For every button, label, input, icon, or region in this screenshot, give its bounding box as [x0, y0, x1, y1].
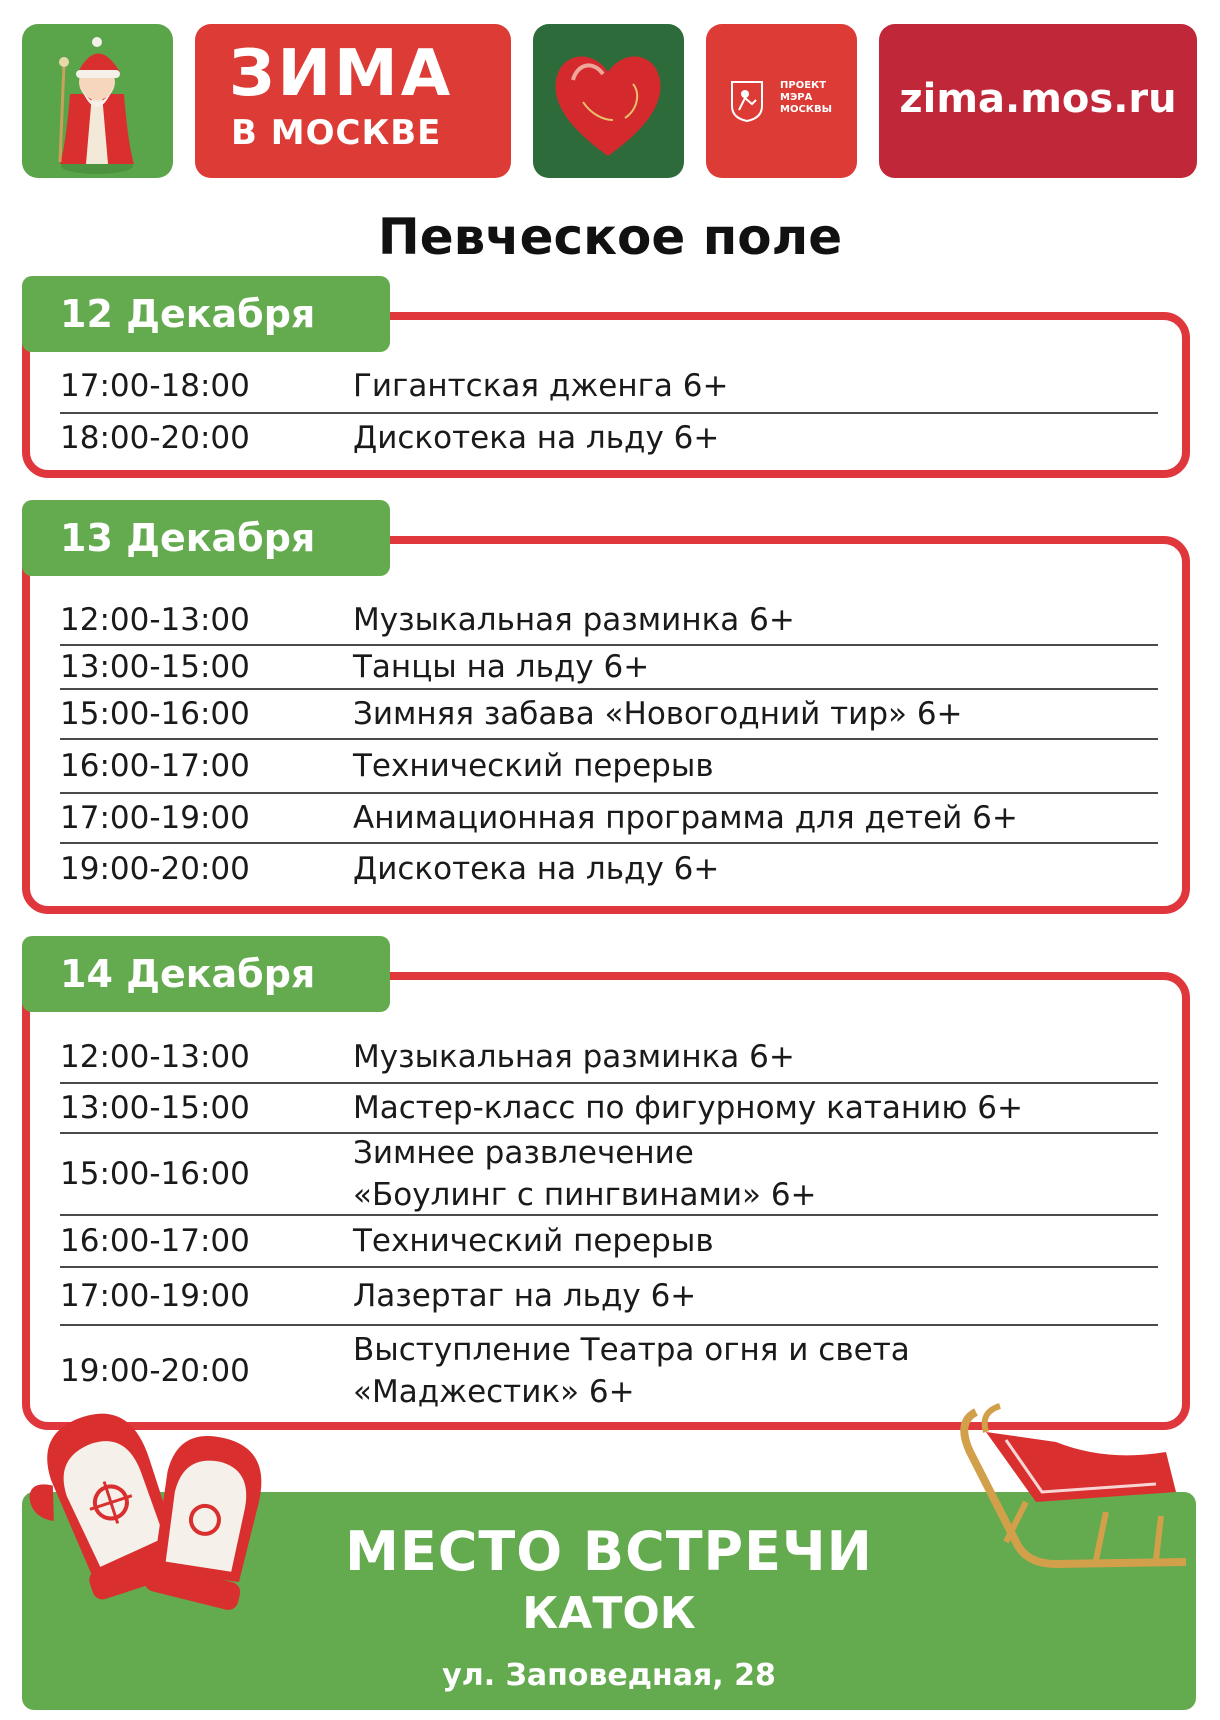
- event-name: Лазертаг на льду 6+: [353, 1278, 697, 1314]
- event-time: 13:00-15:00: [60, 649, 250, 685]
- schedule-row: [60, 414, 1158, 462]
- schedule-row: [60, 646, 1158, 690]
- day-label: 13 Декабря: [22, 500, 390, 576]
- event-time: 18:00-20:00: [60, 420, 250, 456]
- event-name: Музыкальная разминка 6+: [353, 602, 795, 638]
- schedule-row: [60, 1134, 1158, 1216]
- event-name: Зимняя забава «Новогодний тир» 6+: [353, 696, 963, 732]
- event-name: Гигантская дженга 6+: [353, 368, 729, 404]
- website-link[interactable]: zima.mos.ru: [899, 76, 1177, 122]
- mayor-project-text: [780, 80, 832, 116]
- event-name: Технический перерыв: [353, 748, 714, 784]
- schedule-row: [60, 690, 1158, 740]
- event-name: Танцы на льду 6+: [353, 649, 650, 685]
- logo-title-small: В МОСКВЕ: [231, 113, 442, 153]
- moscow-emblem-icon: [730, 80, 764, 122]
- santa-figurine-icon: [22, 24, 173, 178]
- event-time: 17:00-19:00: [60, 1278, 250, 1314]
- event-time: 19:00-20:00: [60, 1353, 250, 1389]
- mayor-project-tile: [706, 24, 857, 178]
- santa-tile: [22, 24, 173, 178]
- schedule-row: [60, 1084, 1158, 1134]
- schedule-row: [60, 1216, 1158, 1268]
- event-time: 15:00-16:00: [60, 1156, 250, 1192]
- event-time: 13:00-15:00: [60, 1090, 250, 1126]
- event-time: 19:00-20:00: [60, 851, 250, 887]
- schedule-row: [60, 844, 1158, 894]
- heart-tile: [533, 24, 684, 178]
- event-time: 17:00-19:00: [60, 800, 250, 836]
- day-label: 12 Декабря: [22, 276, 390, 352]
- footer-subtitle: КАТОК: [522, 1588, 696, 1639]
- footer-address: ул. Заповедная, 28: [442, 1658, 776, 1693]
- event-time: 12:00-13:00: [60, 1039, 250, 1075]
- event-name: Мастер-класс по фигурному катанию 6+: [353, 1090, 1023, 1126]
- event-name: Выступление Театра огня и света «Маджестик» 6+: [353, 1332, 910, 1410]
- event-name: Музыкальная разминка 6+: [353, 1039, 795, 1075]
- schedule-row: [60, 596, 1158, 646]
- schedule-row: [60, 1268, 1158, 1326]
- mayor-text-line1: ПРОЕКТ: [780, 80, 827, 91]
- event-time: 16:00-17:00: [60, 1223, 250, 1259]
- sled-icon: [946, 1392, 1210, 1592]
- schedule-row: [60, 794, 1158, 844]
- zima-v-moskve-logo: [195, 24, 511, 178]
- schedule-row: [60, 1032, 1158, 1084]
- mittens-icon: [14, 1392, 284, 1622]
- event-time: 16:00-17:00: [60, 748, 250, 784]
- heart-icon: [533, 24, 684, 178]
- day-label: 14 Декабря: [22, 936, 390, 1012]
- logo-title-big: ЗИМА: [229, 37, 454, 111]
- event-name: Анимационная программа для детей 6+: [353, 800, 1018, 836]
- footer-title: МЕСТО ВСТРЕЧИ: [345, 1520, 873, 1583]
- event-name: Дискотека на льду 6+: [353, 851, 720, 887]
- event-time: 12:00-13:00: [60, 602, 250, 638]
- event-name: Зимнее развлечение «Боулинг с пингвинами» 6+: [353, 1135, 817, 1213]
- event-name: Дискотека на льду 6+: [353, 420, 720, 456]
- schedule-row: [60, 360, 1158, 414]
- schedule-row: [60, 740, 1158, 794]
- event-name: Технический перерыв: [353, 1223, 714, 1259]
- mayor-text-line3: МОСКВЫ: [780, 104, 832, 115]
- mayor-text-line2: МЭРА: [780, 92, 813, 103]
- event-time: 17:00-18:00: [60, 368, 250, 404]
- page-title: Певческое поле: [377, 208, 843, 266]
- website-tile[interactable]: [879, 24, 1197, 178]
- event-time: 15:00-16:00: [60, 696, 250, 732]
